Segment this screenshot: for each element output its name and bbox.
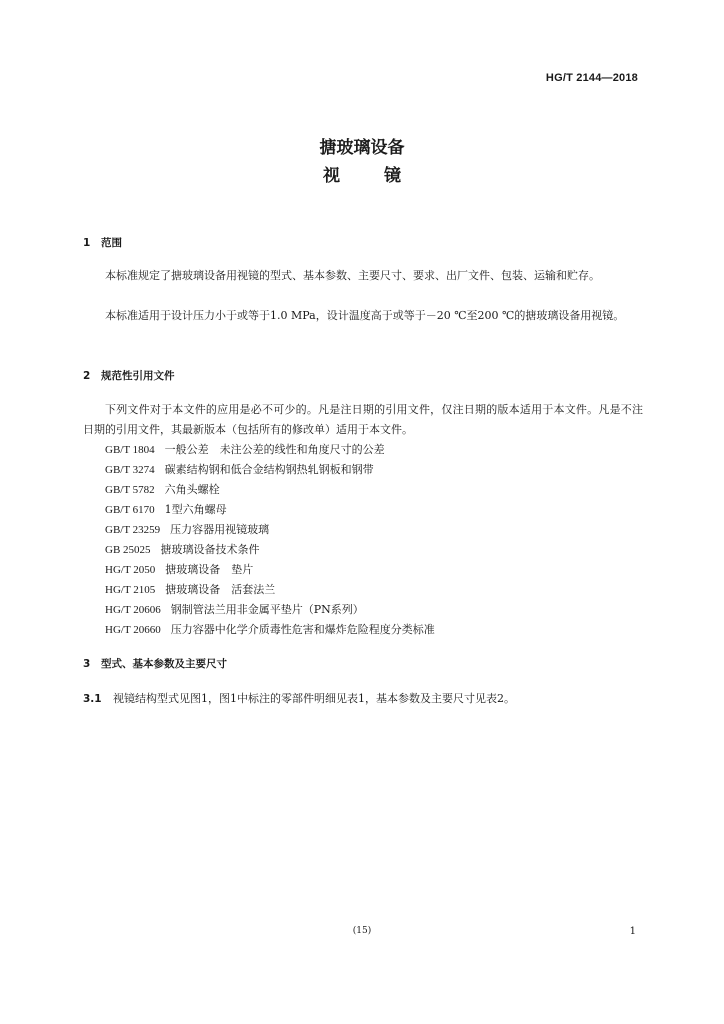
standard-code: HG/T 2144—2018 xyxy=(545,72,638,84)
reference-title: 压力容器中化学介质毒性危害和爆炸危险程度分类标准 xyxy=(170,623,435,636)
reference-item xyxy=(105,441,385,457)
reference-title: 一般公差 未注公差的线性和角度尺寸的公差 xyxy=(164,443,385,456)
section-title: 规范性引用文件 xyxy=(101,370,175,382)
section-number: 3 xyxy=(83,658,91,670)
clause-number: 3.1 xyxy=(83,693,102,705)
page-mark: (15) xyxy=(352,926,372,936)
reference-item xyxy=(105,601,364,617)
document-title: 搪玻璃设备 xyxy=(319,138,405,158)
clause-3-1 xyxy=(83,690,515,706)
section-title: 型式、基本参数及主要尺寸 xyxy=(101,658,227,670)
reference-title: 搪玻璃设备技术条件 xyxy=(160,543,260,556)
document-subtitle xyxy=(0,161,724,186)
reference-code: GB/T 23259 xyxy=(105,524,161,536)
reference-item xyxy=(105,621,435,637)
section-heading-normative-references xyxy=(83,368,175,383)
reference-title: 碳素结构钢和低合金结构钢热轧钢板和钢带 xyxy=(164,463,374,476)
reference-item xyxy=(105,481,220,497)
reference-title: 钢制管法兰用非金属平垫片（PN系列） xyxy=(170,603,364,616)
references-intro-paragraph: 下列文件对于本文件的应用是必不可少的。凡是注日期的引用文件，仅注日期的版本适用于本文件。凡是不注日期的引用文件，其最新版本（包括所有的修改单）适用于本文件。 xyxy=(83,403,643,436)
section-heading-scope xyxy=(83,235,122,250)
reference-code: HG/T 20606 xyxy=(105,604,161,616)
reference-item xyxy=(105,461,374,477)
reference-code: HG/T 2105 xyxy=(105,584,156,596)
section-number: 2 xyxy=(83,370,91,382)
reference-item xyxy=(105,541,260,557)
reference-title: 六角头螺栓 xyxy=(164,483,220,496)
reference-code: GB/T 3274 xyxy=(105,464,155,476)
reference-code: GB 25025 xyxy=(105,544,151,556)
subtitle-char-2: 镜 xyxy=(384,166,401,186)
page-number: 1 xyxy=(629,926,636,937)
subtitle-char-1: 视 xyxy=(323,166,340,186)
reference-title: 1型六角螺母 xyxy=(164,503,227,516)
reference-title: 搪玻璃设备 活套法兰 xyxy=(165,583,276,596)
section-number: 1 xyxy=(83,237,91,249)
reference-code: HG/T 2050 xyxy=(105,564,156,576)
clause-text: 视镜结构型式见图1，图1中标注的零部件明细见表1，基本参数及主要尺寸见表2。 xyxy=(113,692,515,705)
section-heading-types-parameters xyxy=(83,656,227,671)
reference-code: GB/T 5782 xyxy=(105,484,155,496)
section-title: 范围 xyxy=(101,237,122,249)
reference-title: 压力容器用视镜玻璃 xyxy=(170,523,270,536)
reference-code: GB/T 1804 xyxy=(105,444,155,456)
reference-item xyxy=(105,501,227,517)
reference-item xyxy=(105,581,275,597)
reference-title: 搪玻璃设备 垫片 xyxy=(165,563,254,576)
reference-item xyxy=(105,521,269,537)
reference-item xyxy=(105,561,253,577)
scope-paragraph-2: 本标准适用于设计压力小于或等于1.0 MPa，设计温度高于或等于－20 ℃至200 ℃的搪玻璃设备用视镜。 xyxy=(105,309,625,322)
reference-code: GB/T 6170 xyxy=(105,504,155,516)
reference-code: HG/T 20660 xyxy=(105,624,161,636)
scope-paragraph-1: 本标准规定了搪玻璃设备用视镜的型式、基本参数、主要尺寸、要求、出厂文件、包装、运输和贮存。 xyxy=(105,269,600,282)
